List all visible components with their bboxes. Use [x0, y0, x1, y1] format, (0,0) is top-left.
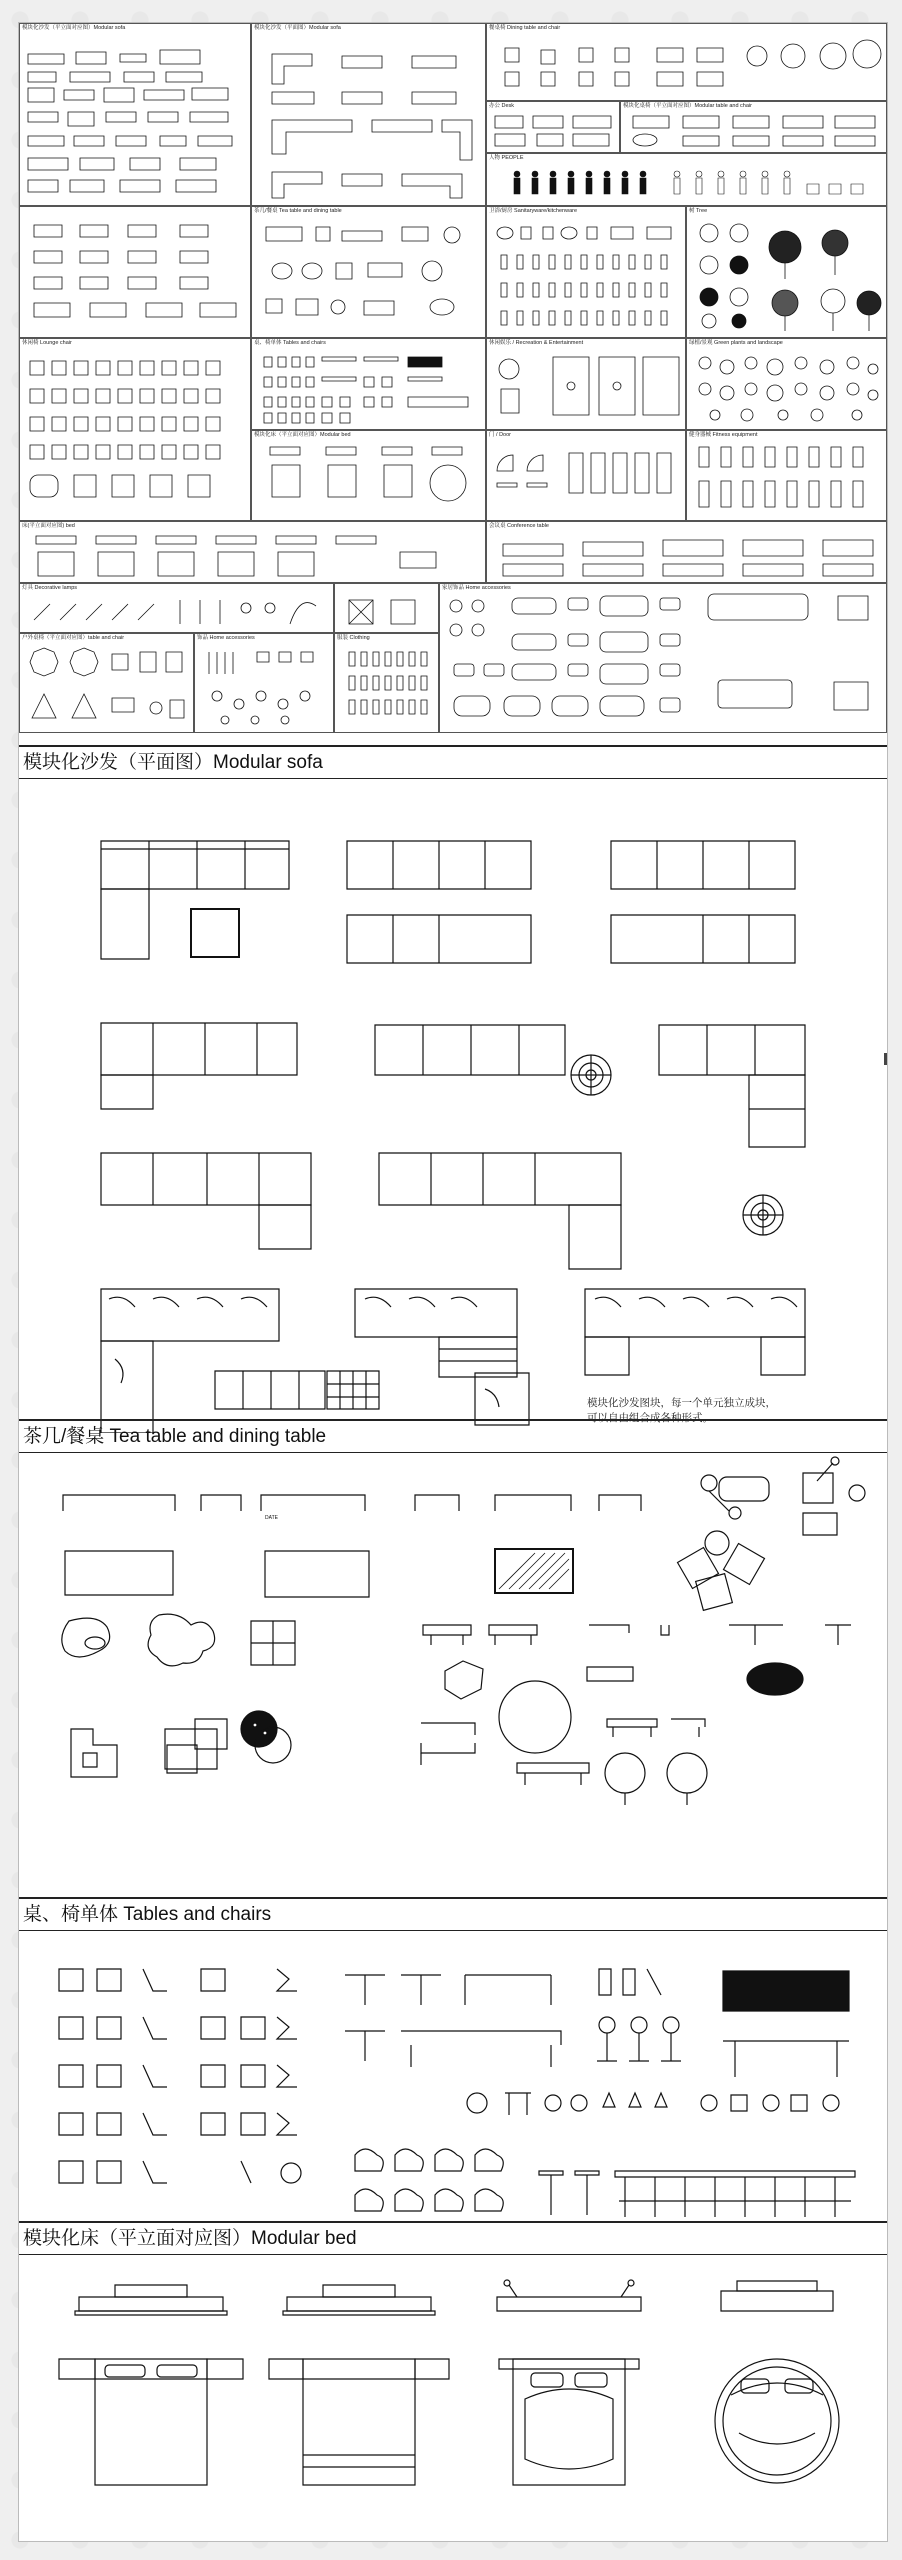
- small-table: [587, 1667, 633, 1681]
- section-title: 模块化沙发（平面图）Modular sofa: [23, 752, 323, 773]
- sofa-with-table: [215, 1371, 379, 1409]
- sofa-corner-2: [379, 1153, 621, 1269]
- section-title: 茶几/餐桌 Tea table and dining table: [23, 1426, 327, 1447]
- sofa-cushion-u: [585, 1289, 805, 1375]
- bed-plan-3: [499, 2359, 639, 2485]
- overview-cell-accessories-a: [334, 583, 439, 633]
- split-round-table: [241, 1711, 291, 1763]
- section-body-modular-bed: [19, 2255, 887, 2541]
- overview-cell-symbols: [20, 634, 194, 733]
- overview-cell-symbols: [252, 339, 486, 430]
- black-oval-table: [747, 1663, 803, 1695]
- overview-cell-caption: 灯具 Decorative lamps: [22, 585, 78, 591]
- sofa-cushion-l: [101, 1289, 279, 1433]
- overview-cell-lounge-chair-elev: [19, 206, 251, 338]
- section-body-tea-table: [19, 1453, 887, 1913]
- bench-elevations: [421, 1719, 705, 1765]
- overview-cell-symbols: [252, 207, 486, 338]
- overview-cell-recreation: [486, 338, 686, 430]
- overview-cell-dining: [486, 23, 887, 101]
- overview-cell-caption: 模块化沙发（平立面对应图）Modular sofa: [22, 25, 126, 31]
- overview-cell-symbols: [487, 102, 620, 153]
- overview-cell-symbols: [687, 207, 887, 338]
- bed-plan-round: [715, 2359, 839, 2483]
- long-bench: [517, 1763, 589, 1785]
- overview-cell-caption: 办公 Desk: [489, 103, 515, 109]
- overview-cell-symbols: [195, 634, 334, 733]
- overview-cell-caption: 模块化桌椅（平立面对应图）Modular table and chair: [623, 103, 752, 109]
- bar-counter: [539, 2171, 855, 2217]
- hatched-long-table: [723, 1971, 849, 2011]
- overview-cell-caption: 床(平立面对应图) bed: [22, 523, 75, 529]
- overview-cell-caption: 卫浴/厨房 Sanitaryware/kitchenware: [489, 208, 578, 214]
- overview-cell-caption: 休闲椅 Lounge chair: [22, 340, 72, 346]
- long-table-elevation: [723, 2041, 849, 2077]
- overview-cell-caption: 模块化床（平立面对应图）Modular bed: [254, 432, 351, 438]
- section-title: 模块化床（平立面对应图）Modular bed: [23, 2228, 357, 2249]
- small-icons-row: [701, 2095, 839, 2111]
- overview-cell-fitness: [686, 430, 887, 521]
- overview-cell-home-accessories: [194, 633, 334, 733]
- overview-cell-caption: 户外桌椅（平立面对应图）table and chair: [22, 635, 125, 641]
- overview-cell-people: [486, 153, 887, 206]
- overview-cell-modular-sofa-elevation: [19, 23, 251, 206]
- overview-cell-symbols: [687, 339, 887, 430]
- sofa-note-line-2: 可以自由组合成各种形式。: [587, 1412, 713, 1424]
- modular-bed-symbols: [19, 2255, 887, 2541]
- side-table-round-1: [571, 1055, 611, 1095]
- overview-cell-symbols: [487, 522, 887, 583]
- overview-cell-symbols: [487, 24, 887, 101]
- overview-cell-modular-sofa-plan: [251, 23, 486, 206]
- overview-cell-sanitary: [486, 206, 686, 338]
- tables-chairs-symbols: [19, 1931, 887, 2261]
- overview-cell-symbols: [621, 102, 887, 153]
- sofa-chair-unit: [475, 1373, 529, 1425]
- bed-plan-1: [59, 2359, 243, 2485]
- sofa-l-shape-2: [101, 1023, 297, 1109]
- section-body-tables-chairs: [19, 1931, 887, 2261]
- overview-cell-tea-table: [251, 206, 486, 338]
- sofa-straight-3: [375, 1025, 565, 1075]
- overview-cell-symbols: [487, 339, 686, 430]
- section-title: 桌、椅单体 Tables and chairs: [23, 1904, 272, 1925]
- overview-grid: [19, 23, 887, 733]
- overview-cell-caption: 模块化沙发（平面图）Modular sofa: [254, 25, 341, 31]
- sofa-ottoman: [191, 909, 239, 957]
- round-table-small-2: [667, 1753, 707, 1793]
- sofa-straight-1: [347, 841, 531, 963]
- bed-elevation-1: [75, 2285, 227, 2315]
- overview-cell-tree: [686, 206, 887, 338]
- overview-cell-caption: 会议桌 Conference table: [489, 523, 549, 529]
- overview-cell-symbols: [20, 522, 486, 583]
- overview-cell-caption: 人物 PEOPLE: [489, 155, 524, 161]
- overview-cell-vehicles: [439, 583, 887, 733]
- overview-cell-modular-table-chair: [620, 101, 887, 153]
- bar-stools: [597, 1969, 681, 2107]
- overview-cell-symbols: [487, 431, 686, 521]
- sofa-corner-1: [101, 1153, 311, 1249]
- overview-cell-caption: 健身器械 Fitness equipment: [689, 432, 758, 438]
- overview-cell-modular-bed: [251, 430, 486, 521]
- overview-cell-caption: 餐桌椅 Dining table and chair: [489, 25, 561, 31]
- edge-marker: [884, 1053, 887, 1065]
- section-header-modular-sofa: [19, 745, 887, 779]
- chair-grid-left: [59, 1969, 301, 2183]
- overview-cell-green-plants: [686, 338, 887, 430]
- bed-elevation-2: [283, 2285, 435, 2315]
- bed-plan-2: [269, 2359, 449, 2485]
- organic-tables: [62, 1614, 295, 1666]
- section-body-modular-sofa: [19, 779, 887, 1433]
- overview-cell-symbols: [20, 207, 251, 338]
- overview-cell-caption: 茶几/餐桌 Tea table and dining table: [254, 208, 342, 214]
- table-elevations: [63, 1495, 641, 1511]
- overview-cell-lamps: [19, 583, 334, 633]
- overview-cell-symbols: [335, 584, 439, 633]
- table-elevations-center: [345, 1975, 587, 2115]
- tea-table-symbols: [19, 1453, 887, 1913]
- overview-cell-caption: 桌、椅单体 Tables and chairs: [254, 340, 326, 346]
- dining-set-2: [803, 1457, 865, 1535]
- overview-cell-outdoor: [19, 633, 194, 733]
- overview-cell-symbols: [252, 431, 486, 521]
- overview-cell-tables-chairs: [251, 338, 486, 430]
- section-header-modular-bed: [19, 2221, 887, 2255]
- overview-cell-symbols: [20, 584, 334, 633]
- overview-cell-symbols: [487, 207, 686, 338]
- modular-sofa-symbols: [19, 779, 887, 1433]
- table-plan-hatched: [495, 1549, 573, 1593]
- section-header-tea-table: [19, 1419, 887, 1453]
- tiny-label: DATE: [265, 1515, 278, 1521]
- animal-chairs: [355, 2149, 503, 2211]
- overview-cell-caption: 休闲娱乐 / Recreation & Entertainment: [489, 340, 584, 346]
- section-header-tables-chairs: [19, 1897, 887, 1931]
- overview-cell-caption: 饰品 Home accessories: [197, 635, 255, 641]
- sofa-cushion-straight: [355, 1289, 517, 1377]
- table-plan-1: [65, 1551, 173, 1595]
- overview-cell-lounge-chair: [19, 338, 251, 521]
- overview-cell-door: [486, 430, 686, 521]
- multi-block-table: [165, 1719, 227, 1773]
- bed-elevation-3: [497, 2280, 641, 2311]
- overview-cell-conference: [486, 521, 887, 583]
- overview-cell-caption: 树 Tree: [689, 208, 708, 214]
- sofa-note-line-1: 模块化沙发图块，每一个单元独立成块，: [587, 1397, 776, 1409]
- overview-cell-symbols: [487, 154, 887, 206]
- chair-cluster: [678, 1531, 765, 1610]
- overview-cell-symbols: [687, 431, 887, 521]
- overview-cell-symbols: [440, 584, 887, 733]
- sofa-l-shape-3: [659, 1025, 805, 1147]
- table-plan-2: [265, 1551, 369, 1597]
- overview-cell-symbols: [252, 24, 486, 206]
- overview-cell-caption: 绿植/景观 Green plants and landscape: [689, 340, 783, 346]
- overview-cell-caption: 家居饰品 Home accessories: [442, 585, 511, 591]
- sofa-l-shape-1: [101, 841, 289, 959]
- dining-set-1: [701, 1475, 769, 1519]
- sofa-straight-2: [611, 841, 795, 963]
- bed-elevation-4: [721, 2281, 833, 2311]
- overview-cell-symbols: [20, 24, 251, 206]
- overview-cell-symbols: [20, 339, 251, 521]
- catalog-sheet: [18, 22, 888, 2542]
- round-table-large: [499, 1681, 571, 1753]
- overview-cell-caption: 服装 Clothing: [337, 635, 370, 641]
- side-table-round-2: [743, 1195, 783, 1235]
- overview-cell-caption: 门 / Door: [489, 432, 512, 438]
- hex-side-table: [445, 1661, 483, 1699]
- overview-cell-desk: [486, 101, 620, 153]
- round-table-small-1: [605, 1753, 645, 1793]
- overview-cell-bed: [19, 521, 486, 583]
- square-composite: [71, 1729, 117, 1777]
- overview-cell-symbols: [335, 634, 439, 733]
- side-table-elevations: [423, 1625, 851, 1645]
- overview-cell-clothing: [334, 633, 439, 733]
